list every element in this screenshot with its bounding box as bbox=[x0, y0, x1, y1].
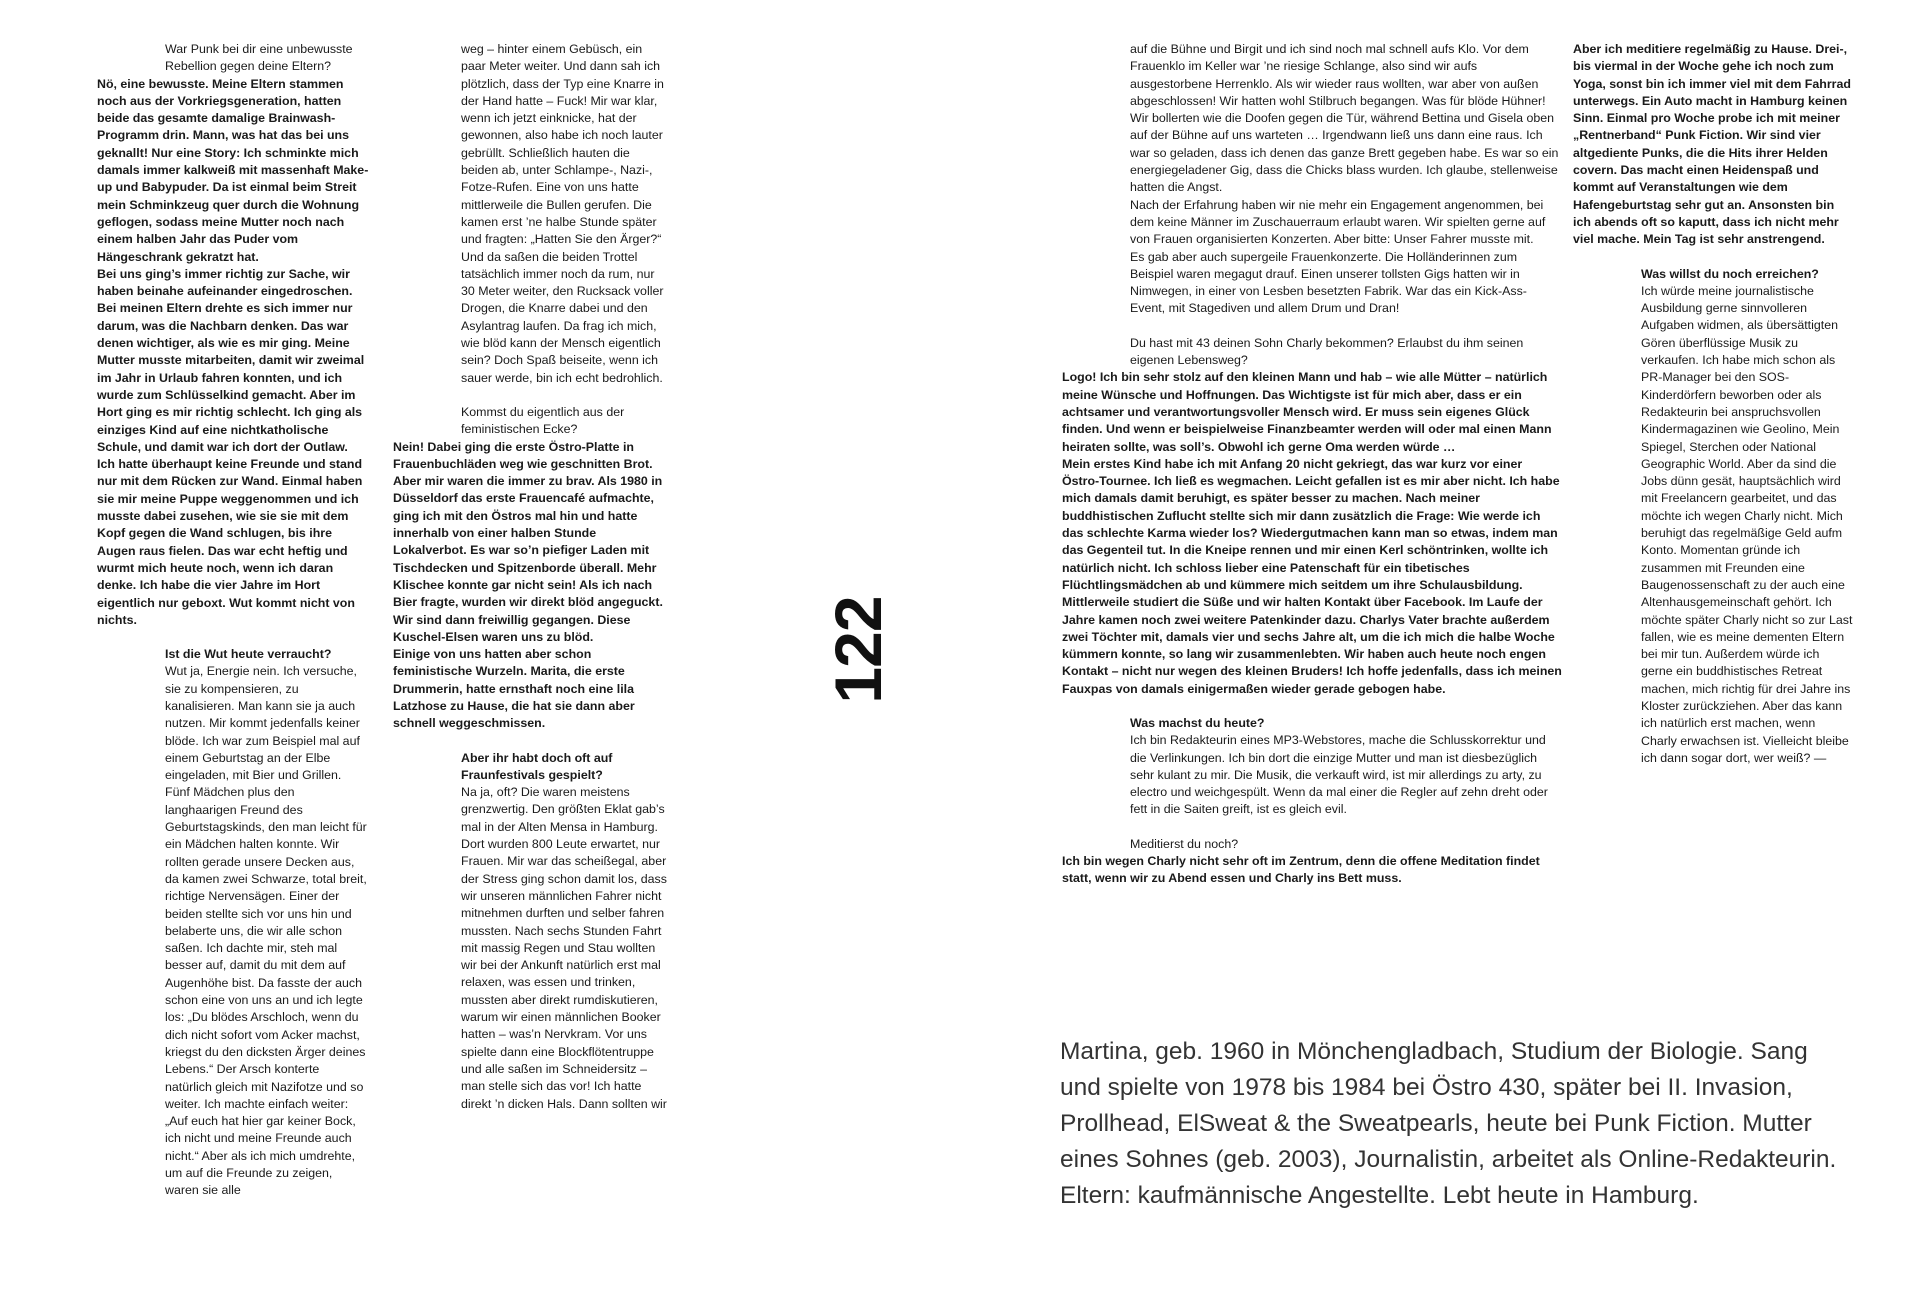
paragraph-spacer bbox=[393, 733, 667, 750]
paragraph: Nein! Dabei ging die erste Östro-Platte in Frauenbuchläden weg wie geschnitten Brot. Aber mir waren die immer zu brav. Als 1980 in Düsseldorf das erste Frauencafé aufmachte, ging ich mit den Östros mal hin und hatte innerhalb von einer halben Stunde Lokalverbot. Es war so’n piefiger Laden mit Tischdecken und Spitzenborde überall. Mehr Klischee konnte gar nicht sein! Als ich nach Bier fragte, wurden wir direkt blöd angeguckt. Wir sind dann freiwillig gegangen. Diese Kuschel-Elsen waren uns zu blöd. bbox=[393, 439, 663, 644]
paragraph: Was willst du noch erreichen? bbox=[1641, 266, 1819, 281]
paragraph: Ist die Wut heute verraucht? bbox=[165, 647, 332, 662]
column-3 bbox=[1062, 41, 1562, 888]
paragraph: Na ja, oft? Die waren meistens grenzwertig. Den größten Eklat gab’s mal in der Alten Mensa in Hamburg. Dort wurden 800 Leute erwartet, nur Frauen. Mir war das scheißegal, aber der Stress ging schon damit los, dass wir unseren männlichen Fahrer nicht mitnehmen durften und selber fahren mussten. Nach sechs Stunden Fahrt mit massig Regen und Stau wollten wir bei der Ankunft natürlich erst mal relaxen, was essen und trinken, mussten aber direkt rumdiskutieren, warum wir einen männlichen Booker hatten – was’n Nervkram. Vor uns spielte dann eine Blockflötentruppe und alle saßen im Schneidersitz – man stelle sich das vor! Ich hatte direkt ’n dicken Hals. Dann sollten wir bbox=[461, 785, 667, 1111]
column-2 bbox=[393, 41, 667, 1113]
column-4 bbox=[1573, 41, 1853, 767]
paragraph-spacer bbox=[1062, 698, 1562, 715]
paragraph: Einige von uns hatten aber schon feministische Wurzeln. Marita, die erste Drummerin, hatte ernsthaft noch eine lila Latzhose zu Hause, die hat sie dann aber schnell weggeschmissen. bbox=[393, 647, 635, 731]
paragraph-spacer bbox=[97, 629, 369, 646]
paragraph: Logo! Ich bin sehr stolz auf den kleinen Mann und hab – wie alle Mütter – natürlich meine Wünsche und Hoffnungen. Das Wichtigste ist für mich aber, dass er ein achtsamer und verantwortungsvoller Mensch wird. Er muss sein eigenes Glück finden. Und wenn er beispielweise Finanzbeamter werden will oder mal einen Mann heiraten sollte, was soll’s. Obwohl ich gerne Oma werden würde … bbox=[1062, 370, 1552, 454]
paragraph: Du hast mit 43 deinen Sohn Charly bekommen? Erlaubst du ihm seinen eigenen Lebensweg? bbox=[1130, 335, 1524, 368]
paragraph: Wut ja, Energie nein. Ich versuche, sie zu kompensieren, zu kanalisieren. Man kann sie ja auch nutzen. Mir kommt jedenfalls keiner blöde. Ich war zum Beispiel mal auf einem Geburtstag an der Elbe eingeladen, mit Bier und Grillen. Fünf Mädchen plus den langhaarigen Freund des Geburtstagskinds, den man leicht für ein Mädchen halten konnte. Wir rollten gerade unsere Decken aus, da kamen zwei Schwarze, total breit, richtige Nervensägen. Einer der beiden stellte sich vor uns hin und belaberte uns, die wir alle schon saßen. Ich dachte mir, steh mal besser auf, damit du mit dem auf Augenhöhe bist. Da fasste der auch schon eine von uns an und ich legte los: „Du blödes Arschloch, wenn du dich nicht sofort vom Acker machst, kriegst du den dicksten Ärger deines Lebens.“ Der Arsch konterte natürlich gleich mit Nazifotze und so weiter. Ich machte einfach weiter: „Auf euch hat hier gar keiner Bock, ich nicht und meine Freunde auch nicht.“ Aber als ich mich umdrehte, um auf die Freunde zu zeigen, waren sie alle bbox=[165, 664, 367, 1198]
paragraph: Ich bin Redakteurin eines MP3-Webstores, mache die Schlusskorrektur und die Verlinkungen. Ich bin dort die einzige Mutter und man ist diesbezüglich sehr kulant zu mir. Die Musik, die verkauft wird, ist mir allerdings zu arty, zu electro und weichgespült. Wenn da mal einer die Regler auf zehn dreht oder fett in die Saiten greift, ist es gleich evil. bbox=[1130, 733, 1548, 817]
paragraph: weg – hinter einem Gebüsch, ein paar Meter weiter. Und dann sah ich plötzlich, dass der Typ eine Knarre in der Hand hatte – Fuck! Mir war klar, wenn ich jetzt einknicke, hat der gewonnen, also habe ich noch lauter gebrüllt. Schließlich hauten die beiden ab, unter Schlampe-, Nazi-, Fotze-Rufen. Eine von uns hatte mittlerweile die Bullen gerufen. Die kamen erst ’ne halbe Stunde später und fragten: „Hatten Sie den Ärger?“ Und da saßen die beiden Trottel tatsächlich immer noch da rum, nur 30 Meter weiter, den Rucksack voller Drogen, die Knarre dabei und den Asylantrag laufen. Da frag ich mich, wie blöd kann der Mensch eigentlich sein? Doch Spaß beiseite, wenn ich sauer werde, bin ich echt bedrohlich. bbox=[461, 42, 664, 385]
paragraph: Ich bin wegen Charly nicht sehr oft im Zentrum, denn die offene Meditation findet statt, wenn wir zu Abend essen und Charly ins Bett muss. bbox=[1062, 854, 1540, 886]
paragraph-spacer bbox=[393, 387, 667, 404]
paragraph-spacer bbox=[1062, 318, 1562, 335]
column-1 bbox=[97, 41, 369, 1200]
author-bio: Martina, geb. 1960 in Mönchengladbach, Studium der Biologie. Sang und spielte von 1978 bis 1984 bei Östro 430, später bei II. Invasion, Prollhead, ElSweat & the Sweatpearls, heute bei Punk Fiction. Mutter eines Sohnes (geb. 2003), Journalistin, arbeitet als Online-Redakteurin. Eltern: kaufmännische Angestellte. Lebt heute in Hamburg. bbox=[1060, 1038, 1837, 1209]
paragraph: Aber ihr habt doch oft auf Fraunfestivals gespielt? bbox=[461, 750, 613, 782]
paragraph: Was machst du heute? bbox=[1130, 715, 1265, 730]
paragraph: Aber ich meditiere regelmäßig zu Hause. Drei-, bis viermal in der Woche gehe ich noch zum Yoga, sonst bin ich immer viel mit dem Fahrrad unterwegs. Ein Auto macht in Hamburg keinen Sinn. Einmal pro Woche probe ich mit meiner „Rentnerband“ Punk Fiction. Wir sind vier altgediente Punks, die die Hits ihrer Helden covern. Das macht einen Heidenspaß und kommt auf Veranstaltungen wie dem Hafengeburtstag sehr gut an. Ansonsten bin ich abends oft so kaputt, dass ich nicht mehr viel mache. Mein Tag ist sehr anstrengend. bbox=[1573, 42, 1851, 247]
paragraph: Nach der Erfahrung haben wir nie mehr ein Engagement angenommen, bei dem keine Männer im Zuschauerraum erlaubt waren. Wir spielten gerne auf von Frauen organisierten Konzerten. Aber bitte: Unser Fahrer musste mit. bbox=[1130, 197, 1546, 247]
paragraph: auf die Bühne und Birgit und ich sind noch mal schnell aufs Klo. Vor dem Frauenklo im Keller war ’ne riesige Schlange, also sind wir aufs ausgestorbene Herrenklo. Als wir wieder raus wollten, war aber von außen abgeschlossen! Wir hatten wohl Stilbruch begangen. Was für blöde Hühner! Wir bollerten wie die Doofen gegen die Tür, während Bettina und Gisela oben auf der Bühne auf uns warteten … Irgendwann ließ uns dann eine raus. Ich war so geladen, dass ich denen das ganze Brett gegeben habe. Es war so ein energiegeladener Gig, dass die Chicks blass wurden. Ich glaube, stellenweise hatten die Angst. bbox=[1130, 42, 1559, 195]
paragraph: Bei uns ging’s immer richtig zur Sache, wir haben beinahe aufeinander eingedroschen. Bei meinen Eltern drehte es sich immer nur darum, was die Nachbarn denken. Das war denen wichtiger, als wie es mir ging. Meine Mutter musste mitarbeiten, damit wir zweimal im Jahr in Urlaub fahren konnten, und ich wurde zum Schlüsselkind gemacht. Aber im Hort ging es mir richtig schlecht. Ich ging als einziges Kind auf eine nichtkatholische Schule, und damit war ich dort der Outlaw. Ich hatte überhaupt keine Freunde und stand nur mit dem Rücken zur Wand. Einmal haben sie mir meine Puppe weggenommen und ich musste dabei zusehen, wie sie sie mit dem Kopf gegen die Wand schlugen, bis ihre Augen raus fielen. Das war echt heftig und wurmt mich heute noch, wenn ich daran denke. Ich habe die vier Jahre im Hort eigentlich nur geboxt. Wut kommt nicht von nichts. bbox=[97, 266, 365, 627]
paragraph: Kommst du eigentlich aus der feministischen Ecke? bbox=[461, 404, 625, 437]
page-number: 122 bbox=[821, 596, 895, 704]
paragraph: Mein erstes Kind habe ich mit Anfang 20 nicht gekriegt, das war kurz vor einer Östro-Tournee. Ich ließ es wegmachen. Leicht gefallen ist es mir aber nicht. Ich habe mich damals damit beruhigt, es später besser zu machen. Nach meiner buddhistischen Zuflucht stellte sich mir dann zusätzlich die Frage: Wie werde ich das schlechte Karma wieder los? Wiedergutmachen kann man so etwas, indem man das Gegenteil tut. In die Kneipe rennen und mir einen Kerl schöntrinken, wollte ich natürlich nicht. Ich schloss lieber eine Patenschaft für ein tibetisches Flüchtlingsmädchen ab und kümmere mich seitdem um ihre Schulausbildung. Mittlerweile studiert die Süße und wir halten Kontakt über Facebook. Im Laufe der Jahre kamen noch zwei weitere Patenkinder dazu. Charlys Vater brachte außerdem zwei Töchter mit, damals vier und sechs Jahre alt, um die ich mich die halbe Woche kümmern konnte, so lang wir zusammenlebten. Wir haben auch heute noch engen Kontakt – nicht nur wegen des kleinen Bruders! Ich hoffe jedenfalls, dass ich meinen Fauxpas von damals einigermaßen wieder gerade gebogen habe. bbox=[1062, 456, 1562, 696]
paragraph-spacer bbox=[1573, 249, 1853, 266]
paragraph-spacer bbox=[1062, 819, 1562, 836]
paragraph: Nö, eine bewusste. Meine Eltern stammen noch aus der Vorkriegsgeneration, hatten beide das gesamte damalige Brainwash-Programm drin. Mann, was hat das bei uns geknallt! Nur eine Story: Ich schminkte mich damals immer kalkweiß mit massenhaft Make-up und Babypuder. Da ist einmal beim Streit mein Schminkzeug quer durch die Wohnung geflogen, sodass meine Mutter noch nach einem halben Jahr das Puder vom Hängeschrank gekratzt hat. bbox=[97, 76, 369, 264]
paragraph: Es gab aber auch supergeile Frauenkonzerte. Die Holländerinnen zum Beispiel waren megagut drauf. Einen unserer tollsten Gigs hatten wir in Nimwegen, in einer von Lesben besetzten Fabrik. War das ein Kick-Ass-Event, mit Stagediven und allem Drum und Dran! bbox=[1130, 249, 1527, 316]
paragraph: War Punk bei dir eine unbewusste Rebellion gegen deine Eltern? bbox=[165, 42, 353, 74]
page-number-area bbox=[813, 590, 903, 710]
paragraph: Ich würde meine journalistische Ausbildung gerne sinnvolleren Aufgaben widmen, als übersättigten Gören überflüssige Musik zu verkaufen. Ich habe mich schon als PR-Manager bei den SOS-Kinderdörfern beworben oder als Redakteurin bei anspruchsvollen Kindermagazinen wie Geolino, Mein Spiegel, Sterchen oder National Geographic World. Aber da sind die Jobs dünn gesät, hauptsächlich wird mit Freelancern gearbeitet, und das möchte ich wegen Charly nicht. Mich beruhigt das regelmäßige Geld aufm Konto. Momentan gründe ich zusammen mit Freunden eine Baugenossenschaft zu der auch eine Altenhausgemeinschaft gehört. Ich möchte später Charly nicht so zur Last fallen, wie es meine dementen Eltern bei mir tun. Außerdem würde ich gerne ein buddhistisches Retreat machen, mich richtig für drei Jahre ins Kloster zurückziehen. Aber das kann ich natürlich erst machen, wenn Charly erwachsen ist. Vielleicht bleibe ich dann sogar dort, wer weiß? — bbox=[1641, 283, 1853, 765]
paragraph: Meditierst du noch? bbox=[1130, 836, 1239, 851]
